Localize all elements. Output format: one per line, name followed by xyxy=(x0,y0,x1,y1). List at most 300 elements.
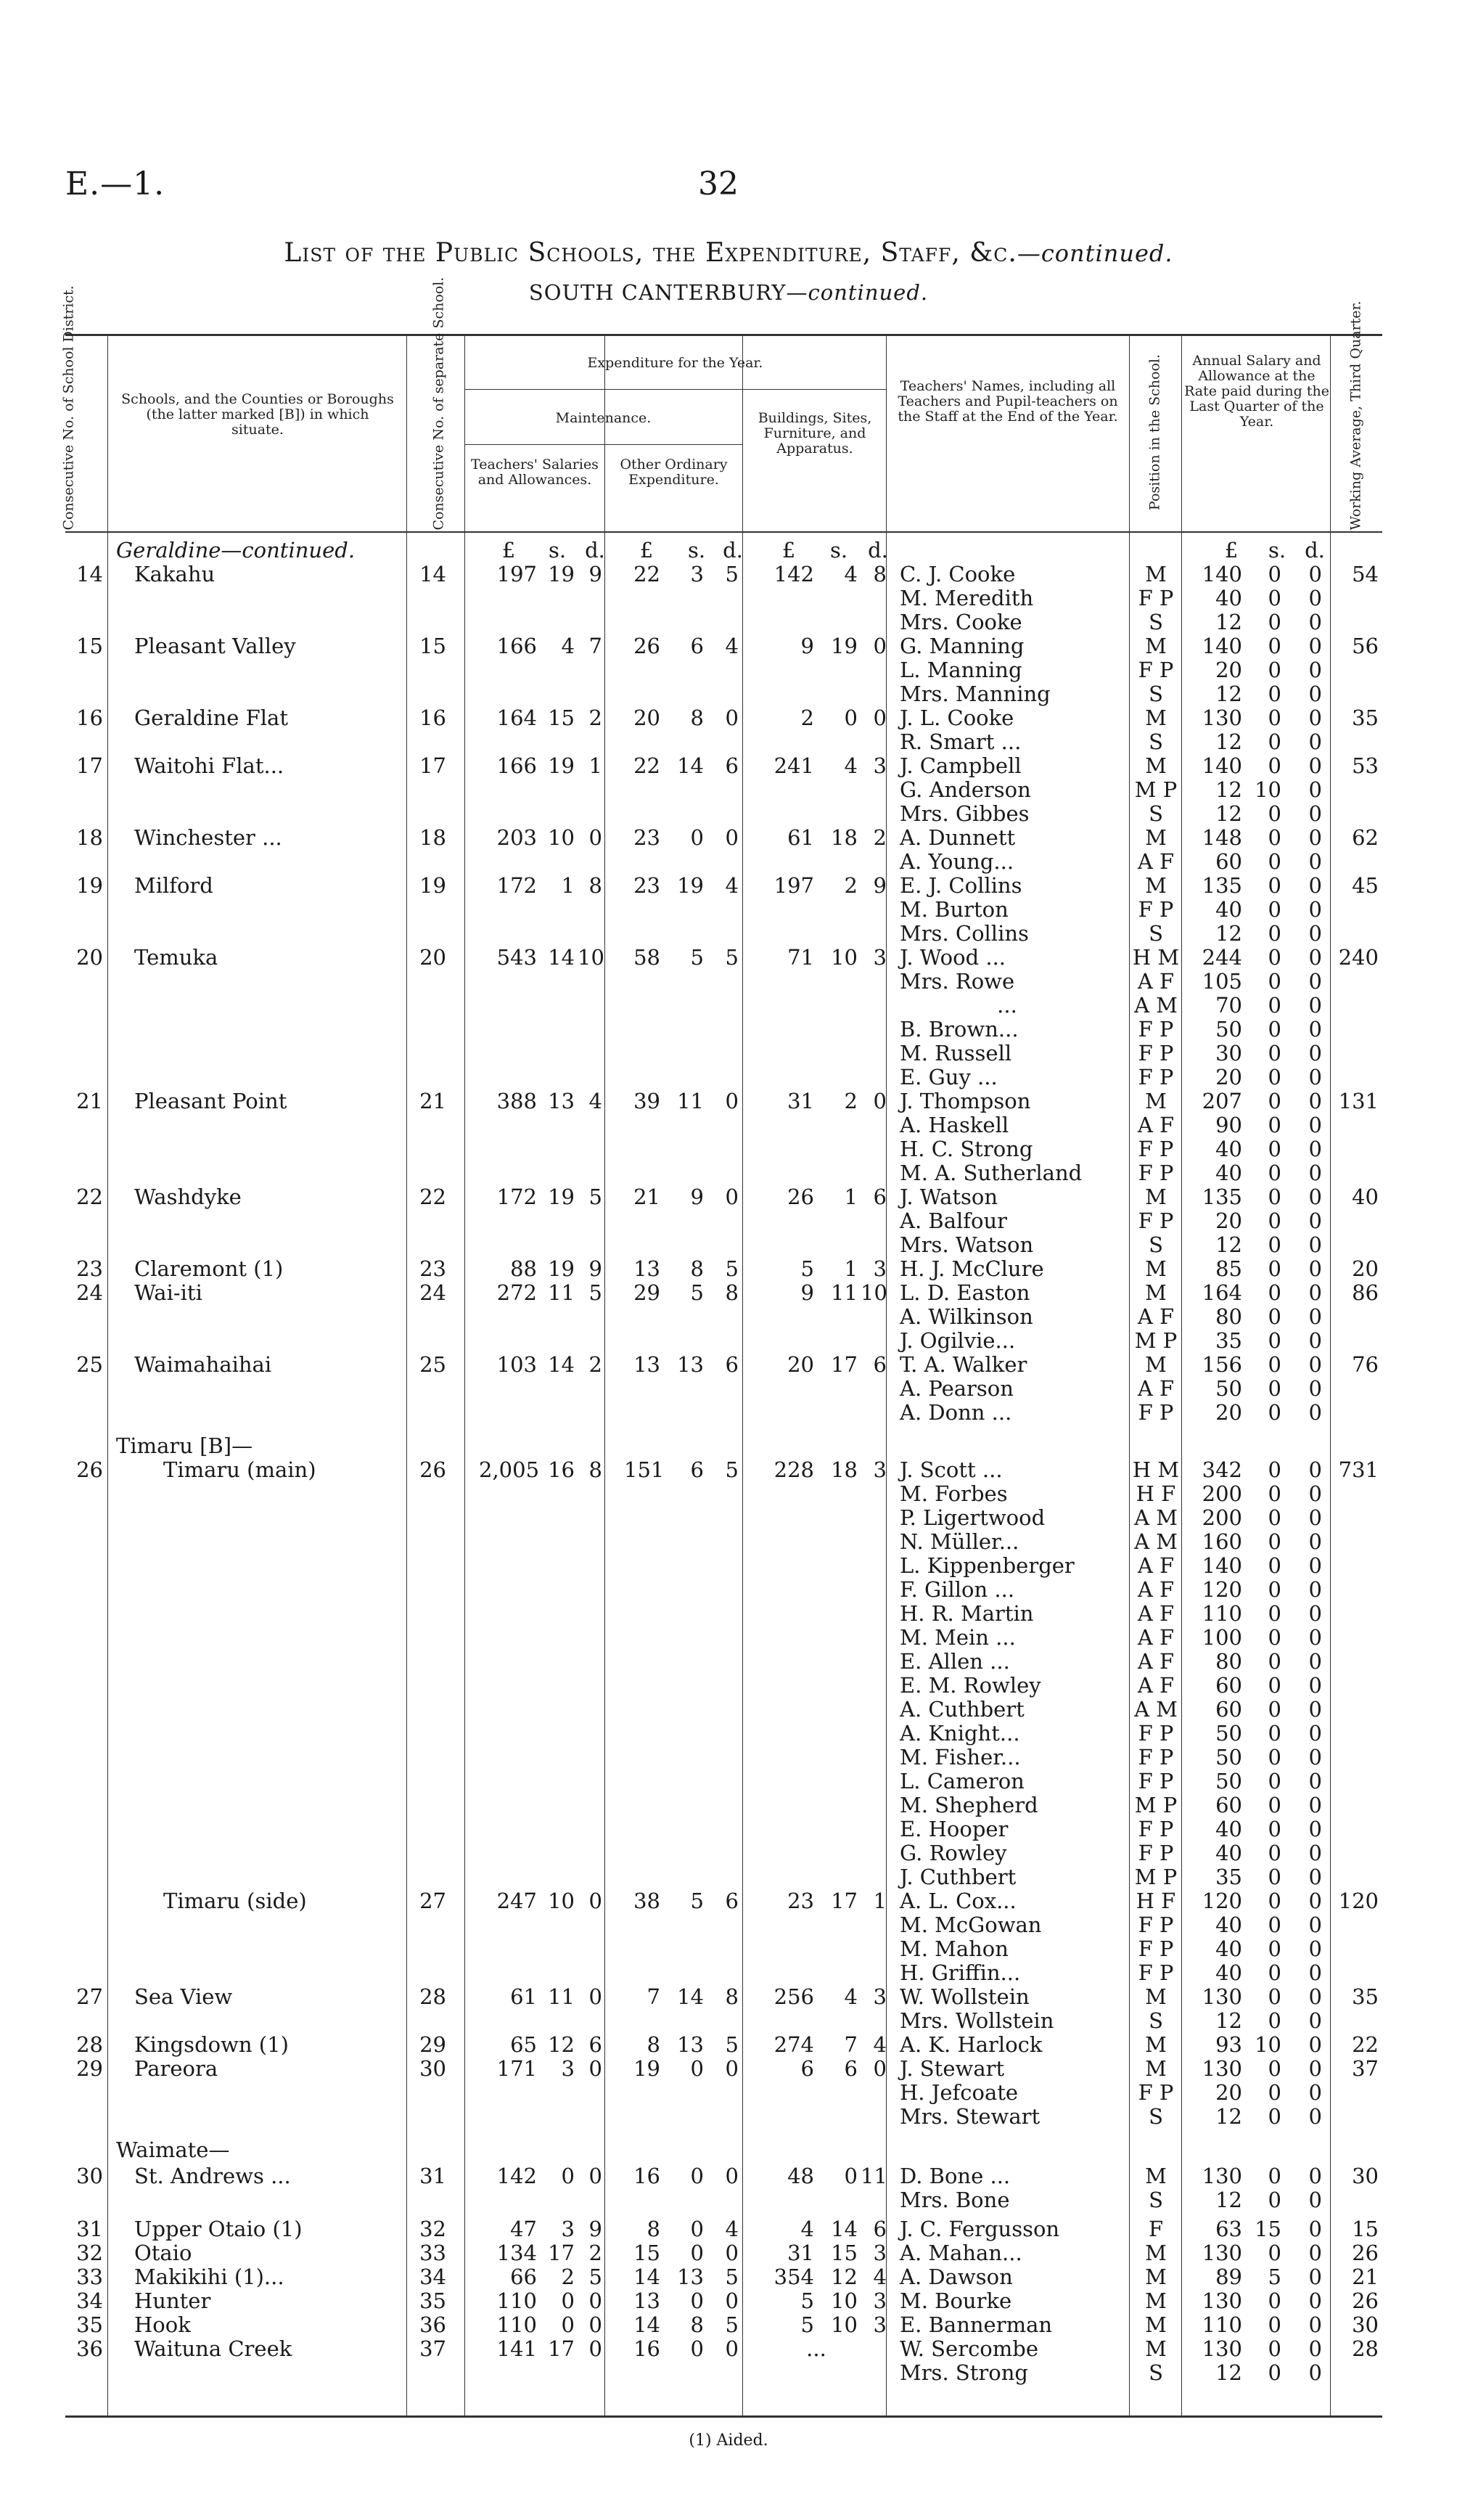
teacher-name: M. Bourke xyxy=(900,2288,1012,2313)
teacher-position: A F xyxy=(1137,849,1175,874)
annual-salary-pounds: 20 xyxy=(1215,2080,1242,2105)
unit-shillings: s. xyxy=(1268,538,1286,562)
working-average: 28 xyxy=(1352,2336,1379,2361)
annual-salary-shillings: 0 xyxy=(1268,1185,1281,1209)
annual-salary-pounds: 60 xyxy=(1215,1673,1242,1698)
buildings-shillings: 19 xyxy=(831,634,858,658)
unit-pence: d. xyxy=(868,538,888,562)
teacher-position: F xyxy=(1148,2217,1164,2241)
annual-salary-pence: 0 xyxy=(1308,1936,1322,1961)
annual-salary-pence: 0 xyxy=(1308,610,1322,634)
teacher-name: Mrs. Watson xyxy=(900,1232,1034,1257)
annual-salary-pounds: 40 xyxy=(1215,897,1242,922)
teacher-position: H M xyxy=(1132,945,1180,970)
annual-salary-shillings: 0 xyxy=(1268,1817,1281,1841)
district-number: 29 xyxy=(76,2056,103,2081)
other-expenditure-shillings: 0 xyxy=(690,825,704,850)
salaries-shillings: 19 xyxy=(548,562,575,586)
other-expenditure-shillings: 14 xyxy=(677,1984,704,2009)
buildings-pounds: 228 xyxy=(773,1457,814,1482)
annual-salary-shillings: 0 xyxy=(1268,705,1281,730)
buildings-shillings: 17 xyxy=(831,1889,858,1913)
annual-salary-pence: 0 xyxy=(1308,2217,1322,2241)
district-number: 24 xyxy=(76,1280,103,1305)
salaries-shillings: 10 xyxy=(548,1889,575,1913)
salaries-pence: 6 xyxy=(588,2032,602,2057)
teacher-name: E. J. Collins xyxy=(900,873,1022,898)
annual-salary-shillings: 0 xyxy=(1268,634,1281,658)
annual-salary-pounds: 40 xyxy=(1215,1817,1242,1841)
unit-pound: £ xyxy=(1224,538,1239,562)
teacher-name: M. Forbes xyxy=(900,1481,1008,1506)
teacher-name: W. Sercombe xyxy=(900,2336,1038,2361)
salaries-shillings: 1 xyxy=(561,873,575,898)
buildings-shillings: 6 xyxy=(844,2056,858,2081)
footnote: (1) Aided. xyxy=(689,2431,768,2450)
annual-salary-pence: 0 xyxy=(1308,682,1322,706)
other-expenditure-pence: 5 xyxy=(725,562,739,586)
other-expenditure-pence: 6 xyxy=(725,1352,739,1377)
column-divider xyxy=(107,334,108,2415)
header-buildings: Buildings, Sites, Furniture, and Apparatus. xyxy=(758,410,872,457)
annual-salary-shillings: 0 xyxy=(1268,2336,1281,2361)
document-reference: E.—1. xyxy=(65,165,165,202)
annual-salary-pounds: 20 xyxy=(1215,658,1242,682)
annual-salary-shillings: 0 xyxy=(1268,1960,1281,1985)
separate-school-number: 22 xyxy=(419,1185,446,1209)
other-expenditure-shillings: 0 xyxy=(690,2288,704,2313)
other-expenditure-shillings: 0 xyxy=(690,2056,704,2081)
teacher-position: M xyxy=(1145,873,1167,898)
annual-salary-pence: 0 xyxy=(1308,1960,1322,1985)
buildings-pounds: 5 xyxy=(800,2288,814,2313)
teacher-name: A. Young... xyxy=(900,849,1014,874)
annual-salary-shillings: 0 xyxy=(1268,1280,1281,1305)
teacher-name: E. Allen ... xyxy=(900,1649,1010,1674)
salaries-shillings: 10 xyxy=(548,825,575,850)
other-expenditure-shillings: 19 xyxy=(677,873,704,898)
column-divider xyxy=(464,334,465,2415)
annual-salary-shillings: 0 xyxy=(1268,1625,1281,1650)
other-expenditure-pence: 0 xyxy=(725,2056,739,2081)
annual-salary-pence: 0 xyxy=(1308,801,1322,826)
annual-salary-pence: 0 xyxy=(1308,586,1322,610)
annual-salary-pounds: 130 xyxy=(1202,2241,1242,2265)
buildings-shillings: 14 xyxy=(831,2217,858,2241)
annual-salary-shillings: 0 xyxy=(1268,2188,1281,2212)
annual-salary-shillings: 0 xyxy=(1268,1161,1281,1185)
annual-salary-pence: 0 xyxy=(1308,1017,1322,1042)
district-number: 31 xyxy=(76,2217,103,2241)
salaries-pence: 5 xyxy=(588,1280,602,1305)
teacher-position: S xyxy=(1149,2104,1163,2129)
other-expenditure-pounds: 39 xyxy=(633,1089,660,1113)
annual-salary-pence: 0 xyxy=(1308,2032,1322,2057)
annual-salary-pounds: 20 xyxy=(1215,1400,1242,1425)
separate-school-number: 16 xyxy=(419,705,446,730)
header-working-average: Working Average, Third Quarter. xyxy=(1347,300,1364,531)
salaries-pounds: 543 xyxy=(496,945,537,970)
title-continued: —continued. xyxy=(1017,240,1173,267)
annual-salary-shillings: 0 xyxy=(1268,1137,1281,1161)
annual-salary-pounds: 12 xyxy=(1215,610,1242,634)
buildings-pence: 3 xyxy=(873,753,887,778)
buildings-pence: 0 xyxy=(873,634,887,658)
header-salaries: Teachers' Salaries and Allowances. xyxy=(471,457,599,488)
annual-salary-pounds: 105 xyxy=(1202,969,1242,994)
teacher-name: F. Gillon ... xyxy=(900,1577,1015,1602)
annual-salary-shillings: 0 xyxy=(1268,2164,1281,2188)
separate-school-number: 19 xyxy=(419,873,446,898)
annual-salary-shillings: 0 xyxy=(1268,2288,1281,2313)
teacher-name: D. Bone ... xyxy=(900,2164,1011,2188)
school-name: St. Andrews ... xyxy=(134,2164,291,2188)
annual-salary-pence: 0 xyxy=(1308,1984,1322,2009)
other-expenditure-pounds: 13 xyxy=(633,1256,660,1281)
other-expenditure-shillings: 13 xyxy=(677,2032,704,2057)
annual-salary-pence: 0 xyxy=(1308,753,1322,778)
other-expenditure-shillings: 3 xyxy=(690,562,704,586)
column-divider xyxy=(1129,334,1130,2415)
teacher-position: M xyxy=(1145,2336,1167,2361)
teacher-name: R. Smart ... xyxy=(900,729,1022,754)
teacher-position: M xyxy=(1145,1089,1167,1113)
annual-salary-shillings: 0 xyxy=(1268,1232,1281,1257)
working-average: 120 xyxy=(1338,1889,1379,1913)
teacher-position: A M xyxy=(1134,1697,1178,1722)
annual-salary-shillings: 0 xyxy=(1268,1793,1281,1817)
separate-school-number: 18 xyxy=(419,825,446,850)
teacher-name: W. Wollstein xyxy=(900,1984,1030,2009)
teacher-name: N. Müller... xyxy=(900,1529,1019,1554)
teacher-name: J. Stewart xyxy=(900,2056,1005,2081)
annual-salary-pounds: 89 xyxy=(1215,2265,1242,2289)
district-number: 22 xyxy=(76,1185,103,1209)
district-number: 18 xyxy=(76,825,103,850)
other-expenditure-pence: 0 xyxy=(725,825,739,850)
salaries-shillings: 0 xyxy=(561,2288,575,2313)
annual-salary-pence: 0 xyxy=(1308,1352,1322,1377)
annual-salary-pence: 0 xyxy=(1308,993,1322,1018)
teacher-position: S xyxy=(1149,801,1163,826)
annual-salary-shillings: 0 xyxy=(1268,2056,1281,2081)
teacher-name: M. Fisher... xyxy=(900,1745,1021,1770)
annual-salary-shillings: 0 xyxy=(1268,1769,1281,1793)
annual-salary-pounds: 164 xyxy=(1202,1280,1242,1305)
teacher-name: M. Burton xyxy=(900,897,1009,922)
working-average: 45 xyxy=(1352,873,1379,898)
teacher-position: S xyxy=(1149,610,1163,634)
annual-salary-shillings: 0 xyxy=(1268,1400,1281,1425)
teacher-name: G. Rowley xyxy=(900,1841,1007,1865)
annual-salary-pence: 0 xyxy=(1308,2336,1322,2361)
salaries-pence: 2 xyxy=(588,2241,602,2265)
buildings-pounds: 31 xyxy=(787,2241,814,2265)
annual-salary-pounds: 12 xyxy=(1215,1232,1242,1257)
other-expenditure-shillings: 5 xyxy=(690,945,704,970)
annual-salary-shillings: 0 xyxy=(1268,1721,1281,1746)
salaries-pence: 0 xyxy=(588,2312,602,2337)
group-label: Waimate— xyxy=(116,2138,230,2162)
teacher-name: M. Russell xyxy=(900,1041,1012,1065)
other-expenditure-pence: 8 xyxy=(725,1984,739,2009)
salaries-pence: 1 xyxy=(588,753,602,778)
annual-salary-pence: 0 xyxy=(1308,2008,1322,2033)
annual-salary-pounds: 35 xyxy=(1215,1865,1242,1889)
separate-school-number: 27 xyxy=(419,1889,446,1913)
teacher-name: G. Anderson xyxy=(900,777,1031,802)
annual-salary-pence: 0 xyxy=(1308,562,1322,586)
salaries-pence: 4 xyxy=(588,1089,602,1113)
annual-salary-pounds: 12 xyxy=(1215,2104,1242,2129)
teacher-name: J. L. Cooke xyxy=(900,705,1014,730)
annual-salary-pounds: 60 xyxy=(1215,1793,1242,1817)
teacher-name: L. Cameron xyxy=(900,1769,1025,1793)
school-name: Pleasant Valley xyxy=(134,634,296,658)
annual-salary-pence: 0 xyxy=(1308,1065,1322,1089)
annual-salary-pence: 0 xyxy=(1308,705,1322,730)
salaries-pence: 2 xyxy=(588,705,602,730)
annual-salary-pence: 0 xyxy=(1308,1041,1322,1065)
annual-salary-pence: 0 xyxy=(1308,1745,1322,1770)
teacher-position: M xyxy=(1145,705,1167,730)
teacher-position: M xyxy=(1145,2056,1167,2081)
buildings-pence: 4 xyxy=(873,2265,887,2289)
annual-salary-pounds: 50 xyxy=(1215,1745,1242,1770)
teacher-position: A F xyxy=(1137,1577,1175,1602)
teacher-position: M P xyxy=(1134,1328,1178,1353)
salaries-shillings: 2 xyxy=(561,2265,575,2289)
teacher-name: L. Manning xyxy=(900,658,1022,682)
other-expenditure-pounds: 7 xyxy=(647,1984,660,2009)
annual-salary-pounds: 50 xyxy=(1215,1721,1242,1746)
salaries-pounds: 272 xyxy=(496,1280,537,1305)
teacher-position: M xyxy=(1145,1984,1167,2009)
working-average: 86 xyxy=(1352,1280,1379,1305)
other-expenditure-pounds: 16 xyxy=(633,2164,660,2188)
teacher-position: F P xyxy=(1138,1769,1174,1793)
other-expenditure-shillings: 0 xyxy=(690,2164,704,2188)
teacher-name: A. Balfour xyxy=(900,1208,1007,1233)
teacher-position: M xyxy=(1145,2288,1167,2313)
annual-salary-pence: 0 xyxy=(1308,1328,1322,1353)
column-divider xyxy=(1181,334,1182,2415)
other-expenditure-pence: 5 xyxy=(725,2032,739,2057)
annual-salary-pounds: 80 xyxy=(1215,1649,1242,1674)
school-name: Upper Otaio (1) xyxy=(134,2217,303,2241)
annual-salary-pounds: 12 xyxy=(1215,921,1242,946)
annual-salary-pounds: 50 xyxy=(1215,1376,1242,1401)
teacher-name: Mrs. Gibbes xyxy=(900,801,1030,826)
annual-salary-pounds: 200 xyxy=(1202,1481,1242,1506)
school-name: Wai-iti xyxy=(134,1280,202,1305)
buildings-pounds: 197 xyxy=(773,873,814,898)
buildings-shillings: 0 xyxy=(844,2164,858,2188)
other-expenditure-pounds: 14 xyxy=(633,2265,660,2289)
teacher-name: E. M. Rowley xyxy=(900,1673,1041,1698)
header-annual-salary: Annual Salary and Allowance at the Rate paid during the Last Quarter of the Year. xyxy=(1184,353,1329,430)
buildings-shillings: 7 xyxy=(844,2032,858,2057)
annual-salary-pounds: 30 xyxy=(1215,1041,1242,1065)
district-number: 16 xyxy=(76,705,103,730)
working-average: 26 xyxy=(1352,2288,1379,2313)
other-expenditure-pence: 5 xyxy=(725,2312,739,2337)
teacher-name: A. Dawson xyxy=(900,2265,1013,2289)
other-expenditure-pence: 0 xyxy=(725,2336,739,2361)
other-expenditure-pounds: 8 xyxy=(647,2217,660,2241)
annual-salary-shillings: 0 xyxy=(1268,1304,1281,1329)
teacher-position: H M xyxy=(1132,1457,1180,1482)
working-average: 131 xyxy=(1338,1089,1379,1113)
buildings-pence: 3 xyxy=(873,945,887,970)
buildings-pounds: 48 xyxy=(787,2164,814,2188)
teacher-name: Mrs. Wollstein xyxy=(900,2008,1054,2033)
annual-salary-pounds: 135 xyxy=(1202,873,1242,898)
annual-salary-pounds: 35 xyxy=(1215,1328,1242,1353)
other-expenditure-pence: 0 xyxy=(725,1185,739,1209)
teacher-position: F P xyxy=(1138,1745,1174,1770)
unit-pound: £ xyxy=(501,538,516,562)
annual-salary-shillings: 0 xyxy=(1268,2360,1281,2385)
teacher-position: A M xyxy=(1134,1505,1178,1530)
salaries-pounds: 134 xyxy=(496,2241,537,2265)
annual-salary-pounds: 140 xyxy=(1202,753,1242,778)
buildings-shillings: 11 xyxy=(831,1280,858,1305)
other-expenditure-pence: 5 xyxy=(725,1256,739,1281)
annual-salary-pounds: 130 xyxy=(1202,2164,1242,2188)
separate-school-number: 28 xyxy=(419,1984,446,2009)
annual-salary-shillings: 0 xyxy=(1268,2312,1281,2337)
annual-salary-pence: 0 xyxy=(1308,1865,1322,1889)
salaries-pence: 10 xyxy=(578,945,604,970)
teacher-name: A. Pearson xyxy=(900,1376,1014,1401)
teacher-position: A F xyxy=(1137,1649,1175,1674)
salaries-pounds: 388 xyxy=(496,1089,537,1113)
district-number: 28 xyxy=(76,2032,103,2057)
teacher-name: M. Meredith xyxy=(900,586,1034,610)
salaries-pounds: 65 xyxy=(510,2032,537,2057)
buildings-pounds: 31 xyxy=(787,1089,814,1113)
school-name: Hunter xyxy=(134,2288,211,2313)
annual-salary-shillings: 0 xyxy=(1268,2080,1281,2105)
annual-salary-shillings: 5 xyxy=(1268,2265,1281,2289)
salaries-shillings: 11 xyxy=(548,1984,575,2009)
page-subtitle xyxy=(0,280,1457,305)
teacher-name: L. Kippenberger xyxy=(900,1553,1075,1578)
buildings-shillings: 0 xyxy=(844,705,858,730)
teacher-position: M xyxy=(1145,825,1167,850)
salaries-shillings: 16 xyxy=(548,1457,575,1482)
annual-salary-shillings: 0 xyxy=(1268,1208,1281,1233)
district-number: 20 xyxy=(76,945,103,970)
annual-salary-shillings: 0 xyxy=(1268,969,1281,994)
annual-salary-pounds: 40 xyxy=(1215,586,1242,610)
district-number: 15 xyxy=(76,634,103,658)
unit-pence: d. xyxy=(723,538,743,562)
annual-salary-pounds: 20 xyxy=(1215,1065,1242,1089)
annual-salary-pounds: 140 xyxy=(1202,1553,1242,1578)
teacher-position: F P xyxy=(1138,1400,1174,1425)
buildings-pounds: 20 xyxy=(787,1352,814,1377)
working-average: 26 xyxy=(1352,2241,1379,2265)
buildings-pence: 6 xyxy=(873,1352,887,1377)
annual-salary-pence: 0 xyxy=(1308,1793,1322,1817)
annual-salary-pence: 0 xyxy=(1308,777,1322,802)
salaries-pence: 0 xyxy=(588,2164,602,2188)
teacher-name: E. Hooper xyxy=(900,1817,1009,1841)
annual-salary-shillings: 0 xyxy=(1268,1865,1281,1889)
salaries-pence: 0 xyxy=(588,1889,602,1913)
annual-salary-pence: 0 xyxy=(1308,2080,1322,2105)
teacher-position: F P xyxy=(1138,1017,1174,1042)
working-average: 731 xyxy=(1338,1457,1379,1482)
teacher-position: M xyxy=(1145,2265,1167,2289)
annual-salary-pounds: 40 xyxy=(1215,1161,1242,1185)
annual-salary-pence: 0 xyxy=(1308,1889,1322,1913)
teacher-name: A. K. Harlock xyxy=(900,2032,1043,2057)
teacher-name: Mrs. Strong xyxy=(900,2360,1028,2385)
other-expenditure-shillings: 8 xyxy=(690,2312,704,2337)
annual-salary-pence: 0 xyxy=(1308,1841,1322,1865)
annual-salary-pounds: 90 xyxy=(1215,1113,1242,1137)
annual-salary-pence: 0 xyxy=(1308,1280,1322,1305)
annual-salary-shillings: 0 xyxy=(1268,729,1281,754)
annual-salary-shillings: 0 xyxy=(1268,945,1281,970)
other-expenditure-shillings: 5 xyxy=(690,1280,704,1305)
annual-salary-pounds: 130 xyxy=(1202,705,1242,730)
group-label: Geraldine—continued. xyxy=(116,538,356,562)
teacher-name: J. Ogilvie... xyxy=(900,1328,1016,1353)
teacher-position: F P xyxy=(1138,1041,1174,1065)
teacher-position: M xyxy=(1145,1256,1167,1281)
annual-salary-pence: 0 xyxy=(1308,1161,1322,1185)
district-number: 36 xyxy=(76,2336,103,2361)
teacher-name: A. Knight... xyxy=(900,1721,1020,1746)
annual-salary-pounds: 160 xyxy=(1202,1529,1242,1554)
header-district: Consecutive No. of School District. xyxy=(60,285,77,531)
school-name: Otaio xyxy=(134,2241,192,2265)
annual-salary-pounds: 100 xyxy=(1202,1625,1242,1650)
other-expenditure-pence: 5 xyxy=(725,1457,739,1482)
working-average: 56 xyxy=(1352,634,1379,658)
annual-salary-pence: 0 xyxy=(1308,1376,1322,1401)
buildings-pounds: 9 xyxy=(800,634,814,658)
other-expenditure-pence: 4 xyxy=(725,634,739,658)
salaries-shillings: 0 xyxy=(561,2312,575,2337)
teacher-name: J. C. Fergusson xyxy=(900,2217,1060,2241)
buildings-pence: 4 xyxy=(873,2032,887,2057)
buildings-pence: 8 xyxy=(873,562,887,586)
annual-salary-pounds: 130 xyxy=(1202,2336,1242,2361)
header-separate-school: Consecutive No. of separate School. xyxy=(430,277,447,531)
working-average: 35 xyxy=(1352,1984,1379,2009)
teacher-position: F P xyxy=(1138,1721,1174,1746)
salaries-shillings: 14 xyxy=(548,1352,575,1377)
teacher-name: M. McGowan xyxy=(900,1912,1042,1937)
salaries-shillings: 14 xyxy=(548,945,575,970)
buildings-pence: 3 xyxy=(873,1984,887,2009)
other-expenditure-shillings: 6 xyxy=(690,634,704,658)
teacher-name: ... xyxy=(997,993,1017,1018)
salaries-pounds: 166 xyxy=(496,753,537,778)
annual-salary-pounds: 50 xyxy=(1215,1017,1242,1042)
annual-salary-shillings: 0 xyxy=(1268,1376,1281,1401)
unit-pence: d. xyxy=(585,538,605,562)
header-divider xyxy=(464,444,742,445)
teacher-position: A F xyxy=(1137,1376,1175,1401)
teacher-name: E. Guy ... xyxy=(900,1065,998,1089)
salaries-pence: 5 xyxy=(588,2265,602,2289)
